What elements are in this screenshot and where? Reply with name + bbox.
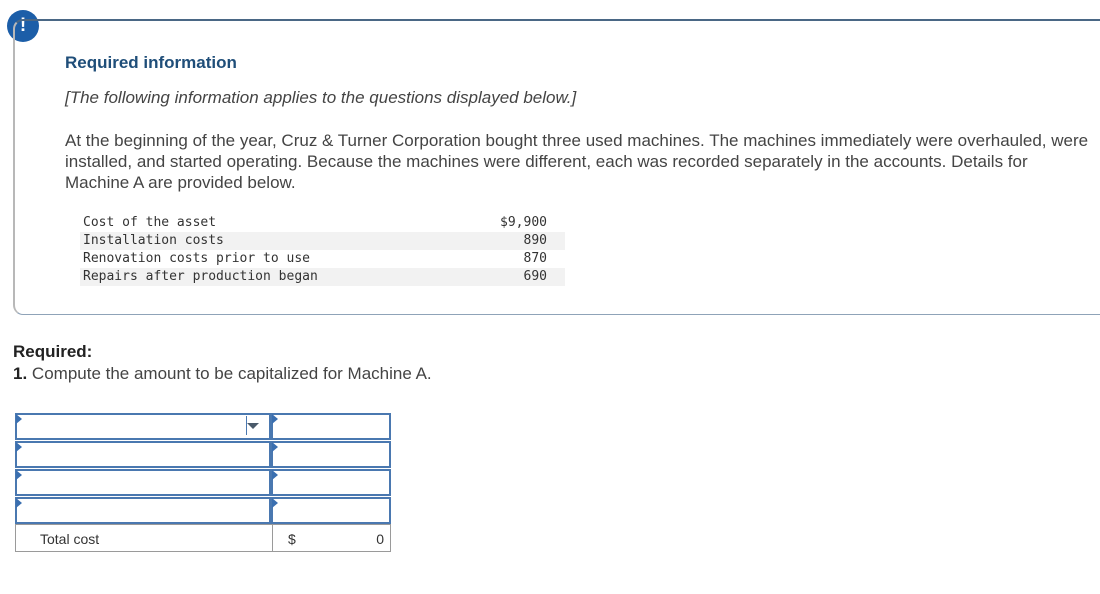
details-value: 890 <box>464 232 565 250</box>
total-currency-symbol: $ <box>288 531 296 547</box>
details-label: Renovation costs prior to use <box>83 251 310 266</box>
question-number: 1. <box>13 364 28 383</box>
answer-grid <box>15 413 391 525</box>
row-marker-icon <box>272 470 278 480</box>
row-marker-icon <box>272 414 278 424</box>
required-information-title: Required information <box>65 53 237 72</box>
row-marker-icon <box>16 442 22 452</box>
answer-row <box>15 469 391 497</box>
details-label: Installation costs <box>80 232 464 250</box>
details-row <box>80 232 565 250</box>
alert-icon: ! <box>7 10 39 42</box>
total-cost-label: Total cost <box>40 531 100 547</box>
answer-row <box>15 413 391 441</box>
item-dropdown[interactable] <box>15 413 271 440</box>
item-input[interactable] <box>15 469 271 496</box>
row-marker-icon <box>16 414 22 424</box>
row-marker-icon <box>16 498 22 508</box>
info-body: At the beginning of the year, Cruz & Turner Corporation bought three used machines. The machines immediately were overhauled, were installed, and started operating. Because the machines were different, each was recorded separately in the accounts. Details for Machine A are provided below. <box>65 131 1089 192</box>
answer-row <box>15 441 391 469</box>
required-question <box>13 364 432 384</box>
details-row <box>80 214 565 232</box>
row-marker-icon <box>272 442 278 452</box>
amount-input[interactable] <box>271 441 391 468</box>
details-label: Cost of the asset <box>83 215 217 230</box>
details-row <box>80 250 565 268</box>
row-marker-icon <box>272 498 278 508</box>
info-note: [The following information applies to the questions displayed below.] <box>65 88 577 107</box>
answer-row <box>15 497 391 525</box>
details-value: 870 <box>523 251 547 266</box>
question-text: Compute the amount to be capitalized for Machine A. <box>31 364 432 383</box>
details-value: 690 <box>464 268 565 286</box>
row-marker-icon <box>16 470 22 480</box>
total-divider <box>272 525 273 551</box>
chevron-down-icon[interactable] <box>247 423 259 429</box>
details-label: Repairs after production began <box>80 268 464 286</box>
amount-input[interactable] <box>271 469 391 496</box>
details-value: $9,900 <box>500 215 547 230</box>
item-input[interactable] <box>15 497 271 524</box>
total-cost-row <box>15 524 391 552</box>
details-row <box>80 268 565 286</box>
amount-input[interactable] <box>271 413 391 440</box>
total-cost-value: 0 <box>376 531 384 547</box>
required-heading: Required: <box>13 342 93 361</box>
item-input[interactable] <box>15 441 271 468</box>
machine-a-details-table <box>80 214 565 286</box>
amount-input[interactable] <box>271 497 391 524</box>
